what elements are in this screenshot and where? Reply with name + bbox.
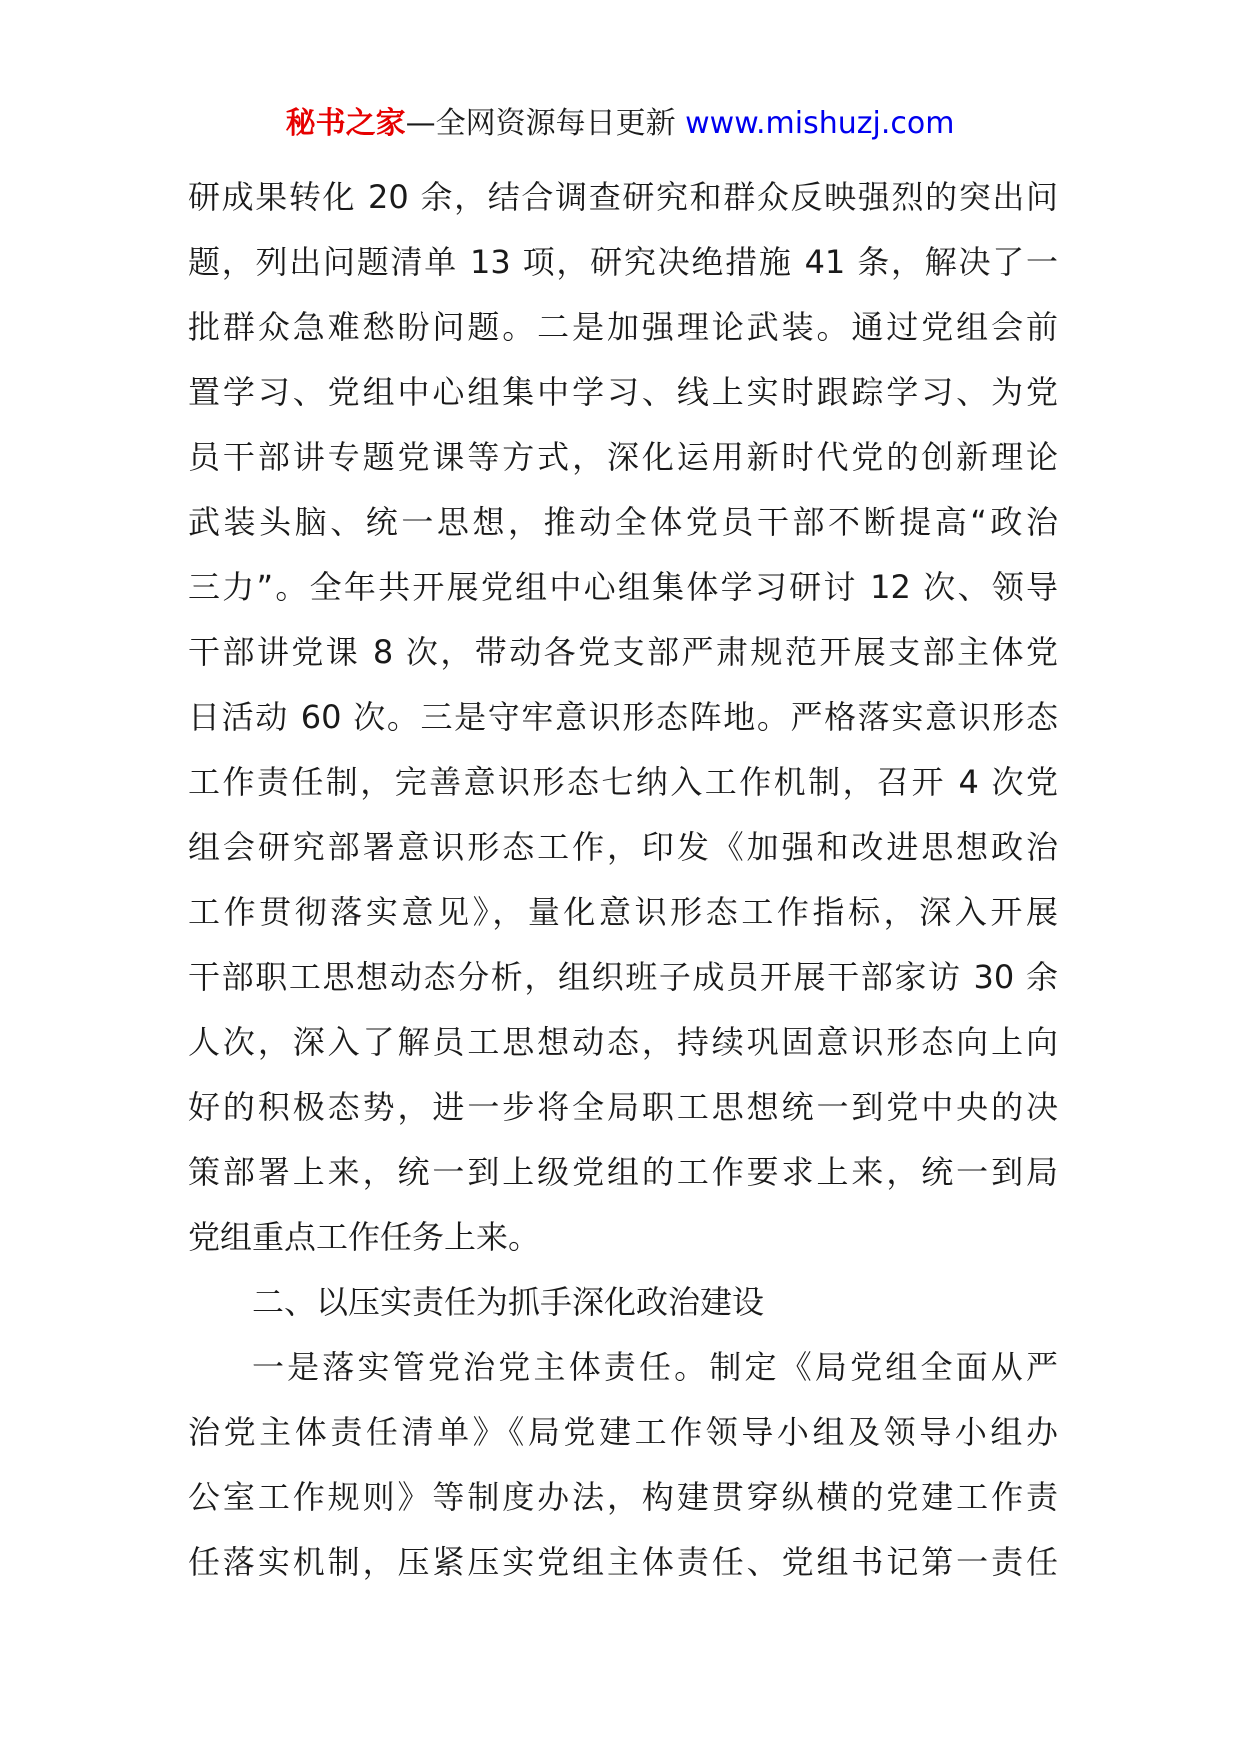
text-line: 组会研究部署意识形态工作，印发《加强和改进思想政治 (188, 828, 1058, 866)
text-line: 公室工作规则》等制度办法，构建贯穿纵横的党建工作责 (188, 1478, 1058, 1516)
text-line: 干部讲党课 8 次，带动各党支部严肃规范开展支部主体党 (188, 633, 1058, 671)
text-line: 研成果转化 20 余，结合调查研究和群众反映强烈的突出问 (188, 178, 1058, 216)
document-body (188, 165, 1058, 1595)
text-line: 干部职工思想动态分析，组织班子成员开展干部家访 30 余 (188, 958, 1058, 996)
brand-name: 秘书之家 (285, 106, 406, 141)
section-heading: 二、以压实责任为抓手深化政治建设 (252, 1283, 765, 1321)
text-line: 工作贯彻落实意见》，量化意识形态工作指标，深入开展 (188, 893, 1058, 931)
text-line: 日活动 60 次。三是守牢意识形态阵地。严格落实意识形态 (188, 698, 1058, 736)
paragraph-first-line: 一是落实管党治党主体责任。制定《局党组全面从严 (252, 1348, 1058, 1386)
text-line: 党组重点工作任务上来。 (188, 1218, 541, 1256)
site-url-link[interactable]: www.mishuzj.com (685, 106, 955, 141)
text-line: 三力”。全年共开展党组中心组集体学习研讨 12 次、领导 (188, 568, 1058, 606)
text-line: 武装头脑、统一思想，推动全体党员干部不断提高“政治 (188, 503, 1058, 541)
header-tagline: —全网资源每日更新 (405, 106, 686, 141)
text-line: 好的积极态势，进一步将全局职工思想统一到党中央的决 (188, 1088, 1058, 1126)
text-line: 治党主体责任清单》《局党建工作领导小组及领导小组办 (188, 1413, 1058, 1451)
site-header (0, 102, 1240, 146)
text-line: 题，列出问题清单 13 项，研究决绝措施 41 条，解决了一 (188, 243, 1058, 281)
text-line: 员干部讲专题党课等方式，深化运用新时代党的创新理论 (188, 438, 1058, 476)
text-line: 人次，深入了解员工思想动态，持续巩固意识形态向上向 (188, 1023, 1058, 1061)
text-line: 工作责任制，完善意识形态七纳入工作机制，召开 4 次党 (188, 763, 1058, 801)
text-line: 策部署上来，统一到上级党组的工作要求上来，统一到局 (188, 1153, 1058, 1191)
text-line: 批群众急难愁盼问题。二是加强理论武装。通过党组会前 (188, 308, 1058, 346)
text-line: 置学习、党组中心组集中学习、线上实时跟踪学习、为党 (188, 373, 1058, 411)
text-line: 任落实机制，压紧压实党组主体责任、党组书记第一责任 (188, 1543, 1058, 1581)
